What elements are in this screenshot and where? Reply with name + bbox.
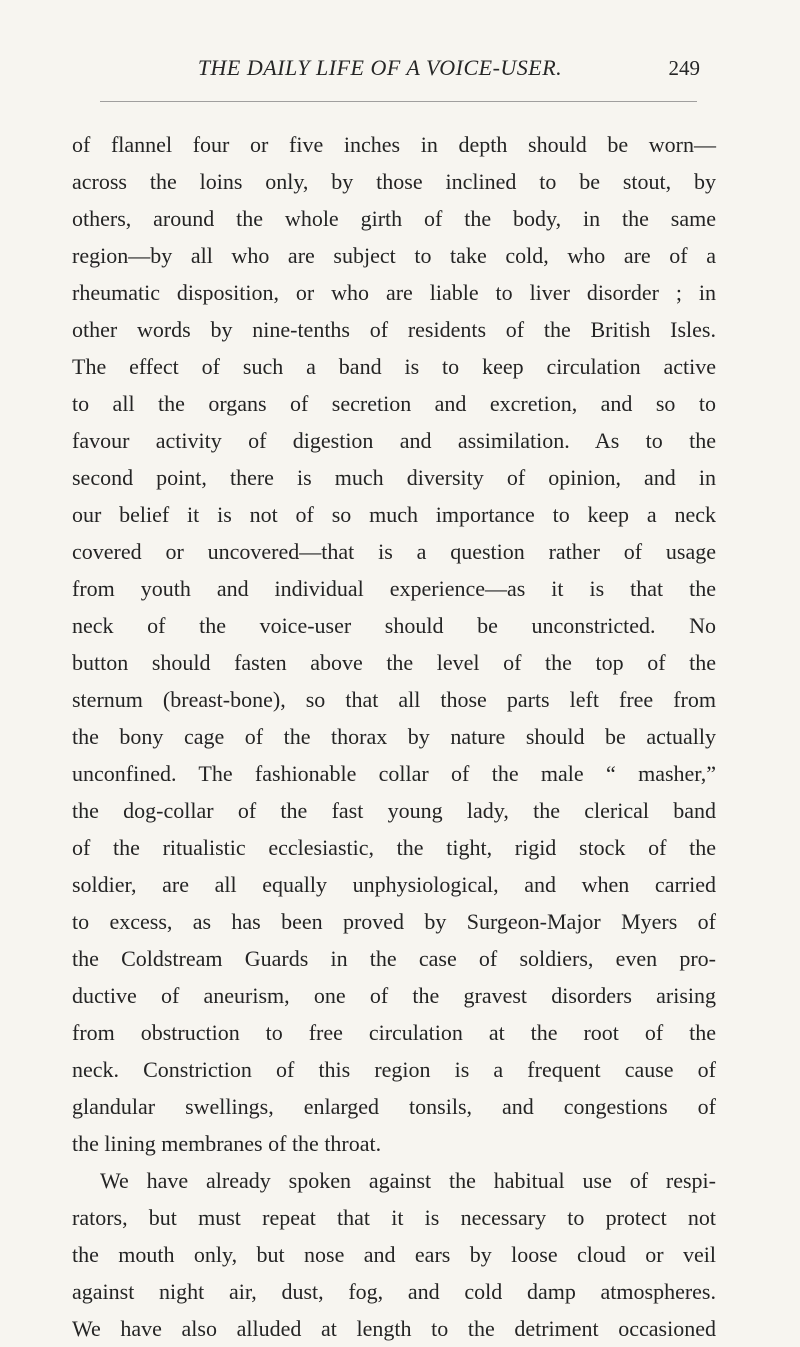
text-line: favour activity of digestion and assimilation. As to the xyxy=(72,428,716,453)
text-line: We have also alluded at length to the detriment occasioned xyxy=(72,1316,716,1341)
text-line: the dog-collar of the fast young lady, the clerical band xyxy=(72,798,716,823)
text-line: the Coldstream Guards in the case of soldiers, even pro- xyxy=(72,946,716,971)
text-line: ductive of aneurism, one of the gravest disorders arising xyxy=(72,983,716,1008)
text-line: the bony cage of the thorax by nature should be actually xyxy=(72,724,716,749)
text-line: second point, there is much diversity of opinion, and in xyxy=(72,465,716,490)
text-line: glandular swellings, enlarged tonsils, and congestions of xyxy=(72,1094,716,1119)
text-line: neck. Constriction of this region is a frequent cause of xyxy=(72,1057,716,1082)
text-line: region—by all who are subject to take cold, who are of a xyxy=(72,243,716,268)
header-rule xyxy=(100,101,697,102)
body-text xyxy=(72,126,716,1347)
text-line: neck of the voice-user should be unconstricted. No xyxy=(72,613,716,638)
text-line: of flannel four or five inches in depth should be worn— xyxy=(72,132,716,157)
text-line: rheumatic disposition, or who are liable to liver disorder ; in xyxy=(72,280,716,305)
text-line: from youth and individual experience—as it is that the xyxy=(72,576,716,601)
text-line: to excess, as has been proved by Surgeon-Major Myers of xyxy=(72,909,716,934)
text-line: our belief it is not of so much importance to keep a neck xyxy=(72,502,716,527)
text-line: the mouth only, but nose and ears by loose cloud or veil xyxy=(72,1242,716,1267)
text-line: covered or uncovered—that is a question rather of usage xyxy=(72,539,716,564)
running-head xyxy=(100,52,700,84)
text-line: soldier, are all equally unphysiological, and when carried xyxy=(72,872,716,897)
text-line: sternum (breast-bone), so that all those parts left free from xyxy=(72,687,716,712)
text-line: of the ritualistic ecclesiastic, the tight, rigid stock of the xyxy=(72,835,716,860)
text-line: to all the organs of secretion and excretion, and so to xyxy=(72,391,716,416)
text-line: the lining membranes of the throat. xyxy=(72,1131,382,1156)
text-line: other words by nine-tenths of residents of the British Isles. xyxy=(72,317,716,342)
text-line: unconfined. The fashionable collar of the male “ masher,” xyxy=(72,761,716,786)
text-line: The effect of such a band is to keep circulation active xyxy=(72,354,716,379)
text-line: rators, but must repeat that it is necessary to protect not xyxy=(72,1205,716,1230)
text-line: others, around the whole girth of the body, in the same xyxy=(72,206,716,231)
page-number: 249 xyxy=(668,56,700,80)
text-line: against night air, dust, fog, and cold damp atmospheres. xyxy=(72,1279,716,1304)
text-line: across the loins only, by those inclined to be stout, by xyxy=(72,169,716,194)
text-line: from obstruction to free circulation at the root of the xyxy=(72,1020,716,1045)
paragraph-start-line: We have already spoken against the habitual use of respi- xyxy=(100,1168,716,1193)
running-title: THE DAILY LIFE OF A VOICE-USER. xyxy=(197,55,563,80)
text-line: button should fasten above the level of the top of the xyxy=(72,650,716,675)
